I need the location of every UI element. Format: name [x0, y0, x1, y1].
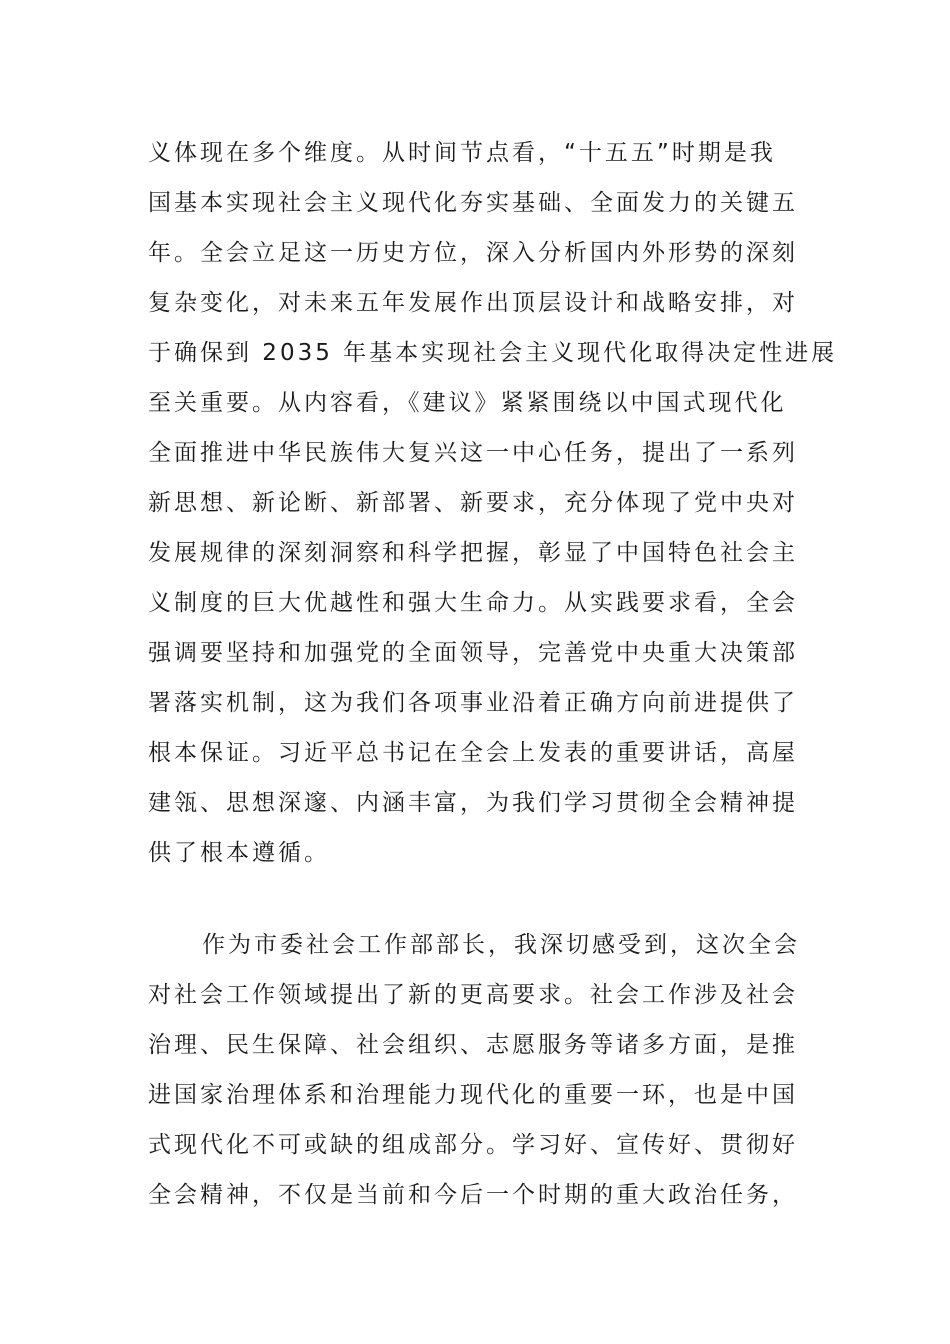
paragraph-line: 治理、民生保障、社会组织、志愿服务等诸多方面，是推: [148, 1032, 798, 1058]
paragraph-line: 至关重要。从内容看，《建议》紧紧围绕以中国式现代化: [148, 390, 787, 416]
paragraph-line: 全会精神，不仅是当前和今后一个时期的重大政治任务，: [148, 1182, 798, 1208]
paragraph-line: 式现代化不可或缺的组成部分。学习好、宣传好、贯彻好: [148, 1132, 798, 1158]
paragraph-line: 义体现在多个维度。从时间节点看，“十五五”时期是我: [148, 140, 776, 166]
paragraph-line: 对社会工作领域提出了新的更高要求。社会工作涉及社会: [148, 982, 798, 1008]
paragraph-line: 新思想、新论断、新部署、新要求，充分体现了党中央对: [148, 490, 798, 516]
paragraph-line: 强调要坚持和加强党的全面领导，完善党中央重大决策部: [148, 640, 798, 666]
paragraph-line: 于确保到 2035 年基本实现社会主义现代化取得决定性进展: [148, 340, 838, 366]
paragraph-line: 进国家治理体系和治理能力现代化的重要一环，也是中国: [148, 1082, 798, 1108]
paragraph-1: [148, 128, 838, 878]
paragraph-line: 署落实机制，这为我们各项事业沿着正确方向前进提供了: [148, 690, 798, 716]
paragraph-line: 义制度的巨大优越性和强大生命力。从实践要求看，全会: [148, 590, 798, 616]
paragraph-line: 发展规律的深刻洞察和科学把握，彰显了中国特色社会主: [148, 540, 798, 566]
paragraph-first-line: 作为市委社会工作部部长，我深切感受到，这次全会: [202, 932, 800, 958]
paragraph-line: 供了根本遵循。: [148, 840, 330, 866]
paragraph-line: 复杂变化，对未来五年发展作出顶层设计和战略安排，对: [148, 290, 798, 316]
paragraph-line: 全面推进中华民族伟大复兴这一中心任务，提出了一系列: [148, 440, 798, 466]
paragraph-2: [148, 920, 808, 1220]
paragraph-line: 根本保证。习近平总书记在全会上发表的重要讲话，高屋: [148, 740, 798, 766]
paragraph-line: 国基本实现社会主义现代化夯实基础、全面发力的关键五: [148, 190, 798, 216]
paragraph-line: 年。全会立足这一历史方位，深入分析国内外形势的深刻: [148, 240, 798, 266]
paragraph-line: 建瓴、思想深邃、内涵丰富，为我们学习贯彻全会精神提: [148, 790, 798, 816]
